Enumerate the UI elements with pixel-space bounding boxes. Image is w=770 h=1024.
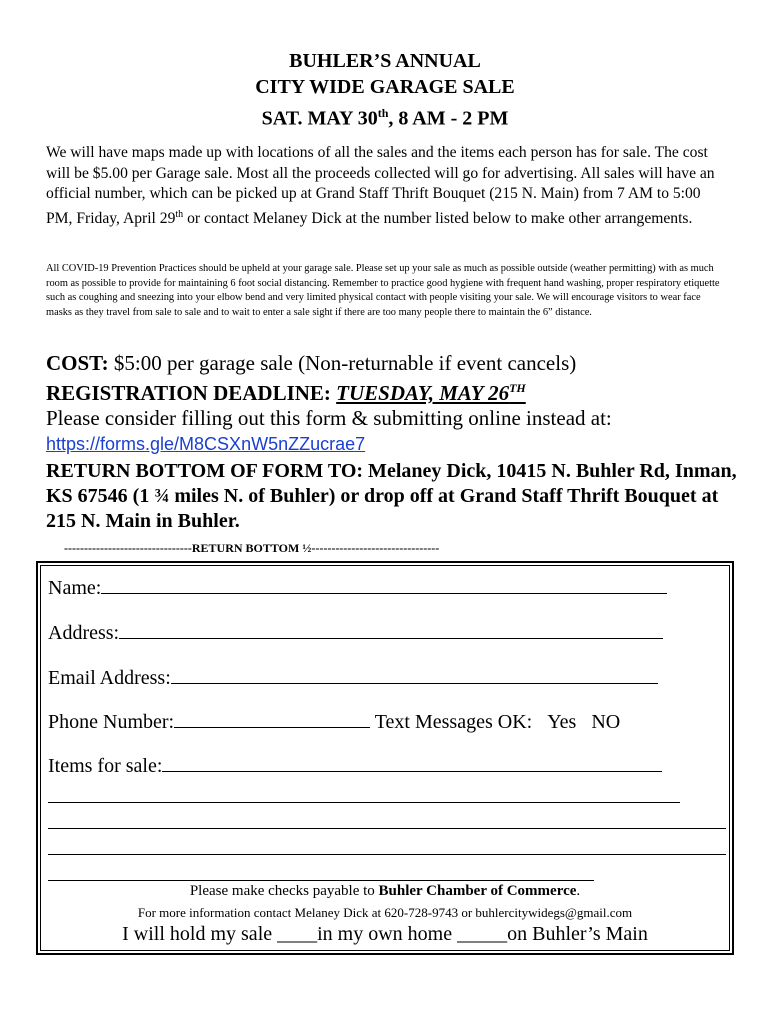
items-line-5[interactable] [48,879,594,881]
intro-paragraph [46,143,726,229]
header-date [0,100,770,132]
registration-form [36,561,734,955]
header-subtitle: CITY WIDE GARAGE SALE [255,76,515,98]
header-title: BUHLER’S ANNUAL [289,50,481,72]
online-text: Please consider filling out this form & submitting online instead at: [46,406,612,430]
main-option-blank[interactable]: _____ [457,923,508,945]
deadline-label: REGISTRATION DEADLINE: [46,381,331,405]
date-sup: th [377,106,389,120]
name-line[interactable] [101,575,667,594]
text-ok-label: Text Messages OK: [374,711,533,733]
items-line[interactable] [162,753,662,772]
address-line[interactable] [119,620,663,639]
text-ok-no[interactable]: NO [591,711,621,733]
covid-notice: All COVID-19 Prevention Practices should be upheld at your garage sale. Please set up your sale as much as possible outside (weather permitting) with as much room as possible to provide for maintaining 6 foot social distancing. Remember to practice good hygiene with frequent hand washing, proper respiratory etiquette such as coughing and sneezing into your elbow bend and very limited physical contact with people visiting your sale. We will encourage visitors to wear face masks as they travel from sale to sale and to wait to enter a sale sight if there are too many people there to maintain the 6” distance. [46,263,720,318]
email-field[interactable] [48,665,658,690]
items-line-3[interactable] [48,827,726,829]
name-label: Name: [48,577,102,599]
address-label: Address: [48,622,120,644]
cost-value: $5:00 per garage sale (Non-returnable if event cancels) [108,351,577,375]
registration-info [46,351,746,534]
deadline-date-text: TUESDAY, MAY 26 [336,381,510,405]
intro-text: We will have maps made up with locations of all the sales and the items each person has for sale. The cost will be $5.00 per Garage sale. Most all the proceeds collected will go for advertising. All sales will have an official number, which can be picked up at Grand Staff Thrift Bouquet (215 N. Main) from 7 AM to 5:00 PM, Friday, April 29 [46,144,715,227]
text-ok-yes[interactable]: Yes [547,711,577,733]
online-form-link[interactable]: https://forms.gle/M8CSXnW5nZZucrae7 [46,434,366,454]
home-option-label: in my own home [317,923,458,945]
items-line-4[interactable] [48,853,726,855]
date-text: SAT. MAY 30 [261,107,378,130]
items-field[interactable] [48,753,662,778]
email-label: Email Address: [48,667,171,689]
intro-sup: th [175,208,184,220]
phone-field[interactable] [48,709,620,734]
name-field[interactable] [48,575,667,600]
phone-label: Phone Number: [48,711,175,733]
cost-line [46,351,746,376]
deadline-date [336,381,526,405]
time-text: , 8 AM - 2 PM [388,107,509,130]
deadline-sup: TH [509,381,526,395]
contact-note: For more information contact Melaney Dick at 620-728-9743 or buhlercitywidegs@gmail.com [137,905,633,920]
return-instructions: RETURN BOTTOM OF FORM TO: Melaney Dick, 10415 N. Buhler Rd, Inman, KS 67546 (1 ¾ miles N. of Buhler) or drop off at Grand Staff Thrift Bouquet at 215 N. Main in Buhler. [46,460,737,532]
hold-sale-line [38,923,732,946]
address-field[interactable] [48,620,663,645]
checks-end: . [576,883,581,899]
items-label: Items for sale: [48,755,163,777]
cut-divider: --------------------------------RETURN BOTTOM ½-------------------------------- [64,541,440,555]
intro-text-end: or contact Melaney Dick at the number listed below to make other arrangements. [183,209,693,227]
deadline-line [46,376,746,406]
checks-text: Please make checks payable to [189,883,379,899]
checks-note [38,883,732,900]
email-line[interactable] [171,665,658,684]
main-option-label: on Buhler’s Main [507,923,648,945]
items-line-2[interactable] [48,801,680,803]
home-option-blank[interactable]: ____ [277,923,318,945]
flyer-header [0,48,770,132]
checks-payee: Buhler Chamber of Commerce [378,883,577,899]
phone-line[interactable] [174,709,370,728]
cost-label: COST: [46,351,109,375]
hold-text: I will hold my sale [122,923,278,945]
